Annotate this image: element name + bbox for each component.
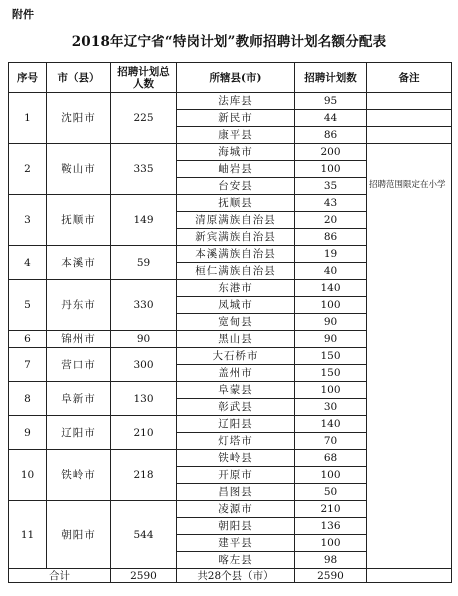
row-county: 大石桥市: [177, 348, 295, 365]
row-county: 灯塔市: [177, 433, 295, 450]
header-row: [9, 63, 452, 93]
row-total: 544: [111, 501, 177, 569]
row-plan: 150: [295, 348, 367, 365]
row-plan: 40: [295, 263, 367, 280]
row-county: 黑山县: [177, 331, 295, 348]
row-plan: 86: [295, 127, 367, 144]
row-city: 丹东市: [47, 280, 111, 331]
row-note: [367, 93, 452, 110]
row-city: 阜新市: [47, 382, 111, 416]
row-total: 218: [111, 450, 177, 501]
row-plan: 30: [295, 399, 367, 416]
row-note-merged: 招聘范围限定在小学: [367, 144, 452, 569]
row-county: 法库县: [177, 93, 295, 110]
header-total: 招聘计划总人数: [111, 63, 177, 93]
row-plan: 140: [295, 280, 367, 297]
row-plan: 98: [295, 552, 367, 569]
header-county: 所辖县(市): [177, 63, 295, 93]
row-plan: 50: [295, 484, 367, 501]
row-county: 宽甸县: [177, 314, 295, 331]
row-county: 辽阳县: [177, 416, 295, 433]
row-county: 抚顺县: [177, 195, 295, 212]
row-seq: 4: [9, 246, 47, 280]
row-city: 铁岭市: [47, 450, 111, 501]
table-row: [9, 93, 452, 110]
row-seq: 3: [9, 195, 47, 246]
table-body: [9, 93, 452, 569]
grand-total: 2590: [111, 569, 177, 583]
row-county: 阜蒙县: [177, 382, 295, 399]
attachment-label: 附件: [12, 8, 34, 21]
total-label: 合计: [9, 569, 111, 583]
row-county: 新宾满族自治县: [177, 229, 295, 246]
row-total: 149: [111, 195, 177, 246]
county-count: 共28个县（市）: [177, 569, 295, 583]
allocation-table: [8, 62, 452, 583]
row-county: 台安县: [177, 178, 295, 195]
row-county: 桓仁满族自治县: [177, 263, 295, 280]
row-plan: 35: [295, 178, 367, 195]
document-title: 2018年辽宁省“特岗计划”教师招聘计划名额分配表: [71, 34, 387, 50]
header-city: 市（县）: [47, 63, 111, 93]
row-county: 康平县: [177, 127, 295, 144]
row-city: 本溪市: [47, 246, 111, 280]
table-row: [9, 144, 452, 161]
row-city: 沈阳市: [47, 93, 111, 144]
row-city: 鞍山市: [47, 144, 111, 195]
row-plan: 90: [295, 331, 367, 348]
row-seq: 1: [9, 93, 47, 144]
row-plan: 90: [295, 314, 367, 331]
row-seq: 6: [9, 331, 47, 348]
row-seq: 9: [9, 416, 47, 450]
row-plan: 200: [295, 144, 367, 161]
row-plan: 150: [295, 365, 367, 382]
row-plan: 20: [295, 212, 367, 229]
row-city: 营口市: [47, 348, 111, 382]
row-total: 335: [111, 144, 177, 195]
row-county: 岫岩县: [177, 161, 295, 178]
row-total: 90: [111, 331, 177, 348]
total-note: [367, 569, 452, 583]
row-county: 铁岭县: [177, 450, 295, 467]
row-city: 抚顺市: [47, 195, 111, 246]
row-county: 新民市: [177, 110, 295, 127]
row-plan: 100: [295, 535, 367, 552]
row-plan: 100: [295, 467, 367, 484]
row-plan: 100: [295, 161, 367, 178]
row-county: 凤城市: [177, 297, 295, 314]
row-seq: 2: [9, 144, 47, 195]
header-note: 备注: [367, 63, 452, 93]
row-city: 锦州市: [47, 331, 111, 348]
row-total: 300: [111, 348, 177, 382]
row-note: [367, 127, 452, 144]
row-plan: 140: [295, 416, 367, 433]
row-total: 210: [111, 416, 177, 450]
row-seq: 11: [9, 501, 47, 569]
row-plan: 86: [295, 229, 367, 246]
row-seq: 10: [9, 450, 47, 501]
row-seq: 7: [9, 348, 47, 382]
row-total: 225: [111, 93, 177, 144]
row-note: [367, 110, 452, 127]
row-county: 建平县: [177, 535, 295, 552]
row-city: 辽阳市: [47, 416, 111, 450]
row-county: 喀左县: [177, 552, 295, 569]
row-county: 东港市: [177, 280, 295, 297]
row-plan: 210: [295, 501, 367, 518]
row-plan: 136: [295, 518, 367, 535]
row-plan: 100: [295, 382, 367, 399]
row-total: 130: [111, 382, 177, 416]
row-plan: 95: [295, 93, 367, 110]
row-county: 彰武县: [177, 399, 295, 416]
row-county: 清原满族自治县: [177, 212, 295, 229]
total-row: [9, 569, 452, 583]
header-seq: 序号: [9, 63, 47, 93]
row-plan: 100: [295, 297, 367, 314]
row-plan: 70: [295, 433, 367, 450]
row-total: 330: [111, 280, 177, 331]
row-county: 盖州市: [177, 365, 295, 382]
row-county: 昌图县: [177, 484, 295, 501]
row-plan: 68: [295, 450, 367, 467]
row-plan: 19: [295, 246, 367, 263]
row-seq: 5: [9, 280, 47, 331]
row-total: 59: [111, 246, 177, 280]
row-city: 朝阳市: [47, 501, 111, 569]
row-county: 开原市: [177, 467, 295, 484]
row-county: 凌源市: [177, 501, 295, 518]
row-county: 海城市: [177, 144, 295, 161]
header-plan: 招聘计划数: [295, 63, 367, 93]
row-seq: 8: [9, 382, 47, 416]
row-plan: 44: [295, 110, 367, 127]
row-county: 朝阳县: [177, 518, 295, 535]
plan-grand-total: 2590: [295, 569, 367, 583]
row-county: 本溪满族自治县: [177, 246, 295, 263]
row-plan: 43: [295, 195, 367, 212]
